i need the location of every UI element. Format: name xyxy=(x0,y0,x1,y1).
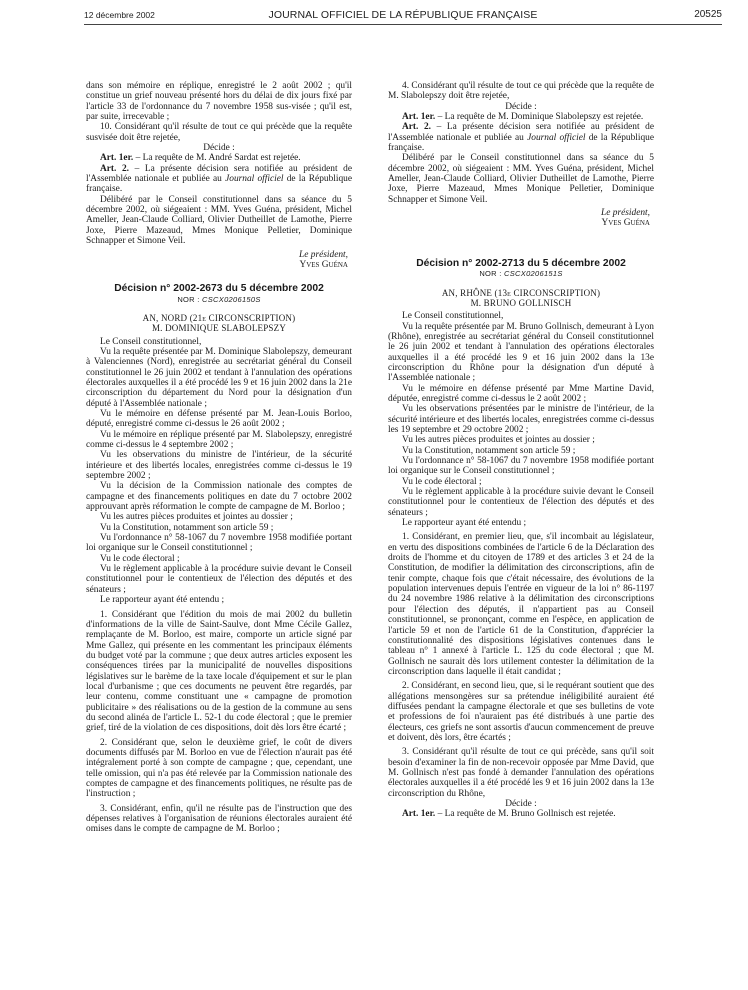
nor-label: NOR : xyxy=(479,269,505,279)
nor-code: CSCX0206151S xyxy=(504,269,563,279)
page-header xyxy=(84,6,722,25)
article-1-text: – La requête de M. Dominique Slabolepszy est rejetée. xyxy=(435,112,644,123)
paragraph: Vu le code électoral ; xyxy=(402,476,482,487)
paragraph: Vu les autres pièces produites et jointes au dossier ; xyxy=(100,512,293,523)
nor-reference xyxy=(86,295,352,305)
paragraph: Le rapporteur ayant été entendu ; xyxy=(402,518,527,529)
considerant-2: 2. Considérant que, selon le deuxième grief, le coût de divers documents diffusés par M. Borloo en vue de l'élection n'aurait pas été intégralement porté à son compte de campagne ; que, cependant, une telle omission, qui n'a pas été relevée par la Commission nationale des comptes de campagne et des financements politiques, ne résulte pas de l'instruction ; xyxy=(86,737,352,800)
constituency-line: AN, RHÔNE (13e CIRCONSCRIPTION) xyxy=(441,287,601,298)
paragraph: Vu le règlement applicable à la procédure suivie devant le Conseil constitutionnel pour le contentieux de l'élection des députés et des sénateurs ; xyxy=(86,564,352,595)
article-2 xyxy=(388,122,654,153)
deliberation: Délibéré par le Conseil constitutionnel dans sa séance du 5 décembre 2002, où siégeaient : MM. Yves Guéna, président, Michel Ameller, Jean-Claude Colliard, Olivier Dutheillet de Lamothe, Pierre Joxe, Pierre Mazeaud, Mmes Monique Pelletier, Dominique Schnapper et Simone Veil. xyxy=(388,153,654,205)
paragraph: Vu les autres pièces produites et jointes au dossier ; xyxy=(402,435,595,446)
paragraph: Vu l'ordonnance n° 58-1067 du 7 novembre 1958 modifiée portant loi organique sur le Conseil constitutionnel ; xyxy=(86,533,352,554)
paragraph: Vu la requête présentée par M. Dominique Slabolepszy, demeurant à Valenciennes (Nord), enregistrée au secrétariat général du Conseil constitutionnel le 26 juin 2002 et tendant à l'annulation des opérations électorales auxquelles il a été procédé les 9 et 16 juin 2002 dans la 21e circonscription du département du Nord pour la désignation d'un député à l'Assemblée nationale ; xyxy=(86,346,352,409)
paragraph: Le Conseil constitutionnel, xyxy=(402,311,504,322)
decide-heading: Décide : xyxy=(203,143,235,154)
considerant-4: 4. Considérant qu'il résulte de tout ce qui précède que la requête de M. Slabolepszy doit être rejetée, xyxy=(388,81,654,102)
header-journal-title: JOURNAL OFFICIEL DE LA RÉPUBLIQUE FRANÇAISE xyxy=(268,9,538,21)
person-line: M. DOMINIQUE SLABOLEPSZY xyxy=(151,323,287,334)
paragraph: Vu le mémoire en réplique présenté par M. Slabolepszy, enregistré comme ci-dessus le 4 septembre 2002 ; xyxy=(86,429,352,450)
article-1-label: Art. 1er. xyxy=(402,112,436,123)
deliberation: Délibéré par le Conseil constitutionnel dans sa séance du 5 décembre 2002, où siégeaient : MM. Yves Guéna, président, Michel Ameller, Jean-Claude Colliard, Olivier Dutheillet de Lamothe, Pierre Joxe, Pierre Mazeaud, Mmes Monique Pelletier, Dominique Schnapper et Simone Veil. xyxy=(86,194,352,247)
signature-name: Yves Guéna xyxy=(601,218,650,229)
article-1-label: Art. 1er. xyxy=(402,809,436,820)
paragraph: Le Conseil constitutionnel, xyxy=(100,336,202,347)
signature-title: Le président, xyxy=(299,249,348,260)
right-column xyxy=(388,81,654,820)
signature-name: Yves Guéna xyxy=(299,259,348,270)
article-2-label: Art. 2. xyxy=(100,163,130,174)
nor-code: CSCX0206150S xyxy=(202,294,261,304)
article-1-text: – La requête de M. Bruno Gollnisch est rejetée. xyxy=(435,809,616,820)
considerant-3: 3. Considérant qu'il résulte de tout ce qui précède, sans qu'il soit besoin d'examiner la fin de non-recevoir opposée par Mme David, que M. Gollnisch n'est pas fondé à demander l'annulation des opérations électorales auxquelles il a été procédé les 9 et 16 juin 2002 dans la 13e circonscription du Rhône, xyxy=(388,747,654,799)
article-1-text: – La requête de M. André Sardat est rejetée. xyxy=(133,153,301,164)
article-2-text: – La présente décision sera notifiée au président de l'Assemblée nationale et publiée au xyxy=(86,163,353,185)
article-1 xyxy=(388,112,654,122)
article-2-tail: de la République française. xyxy=(86,174,353,195)
continued-paragraph: dans son mémoire en réplique, enregistré le 2 août 2002 ; qu'il constitue un grief nouveau présenté hors du délai de dix jours fixé par l'article 33 de l'ordonnance du 7 novembre 1958 sus-visée ; qu'il est, par suite, irrecevable ; xyxy=(86,81,352,123)
paragraph: Vu la Constitution, notamment son article 59 ; xyxy=(402,445,576,456)
article-2-tail: de la République française. xyxy=(388,132,655,154)
article-2 xyxy=(86,164,352,195)
article-2-text: – La présente décision sera notifiée au président de l'Assemblée nationale et publiée au xyxy=(388,122,655,143)
considerant-1: 1. Considérant, en premier lieu, que, s'il incombait au législateur, en vertu des dispositions combinées de l'article 6 de la Déclaration des droits de l'homme et du citoyen de 1789 et des articles 3 et 24 de la Constitution, de modifier la délimitation des circonscriptions, afin de tenir compte, chaque fois que c'était nécessaire, des évolutions de la population intervenues depuis l'entrée en vigueur de la loi n° 86-1197 du 24 novembre 1986 relative à la délimitation des circonscriptions pour l'élection des députés, il n'appartient pas au Conseil constitutionnel, se prononçant, comme en l'espèce, en application de l'article 59 et non de l'article 61 de la Constitution, d'apprécier la constitutionnalité des dispositions législatives contenues dans le tableau n° 1 annexé à l'article L. 125 du code électoral ; que M. Gollnisch ne saurait dès lors utilement contester la délimitation de la circonscription dans laquelle il était candidat ; xyxy=(388,532,654,677)
considerant-2: 2. Considérant, en second lieu, que, si le requérant soutient que des allégations mensongères sur sa prétendue inéligibilité auraient été diffusées pendant la campagne électorale et que ses bulletins de vote et professions de foi n'auraient pas été distribués à une partie des électeurs, ces griefs ne sont assortis d'aucun commencement de preuve et doivent, dès lors, être écartés ; xyxy=(388,681,654,743)
considerant-10: 10. Considérant qu'il résulte de tout ce qui précède que la requête susvisée doit être rejetée, xyxy=(86,122,352,143)
paragraph: Vu le code électoral ; xyxy=(100,553,180,564)
nor-reference xyxy=(388,269,654,279)
left-column xyxy=(86,81,352,835)
paragraph: Vu le mémoire en défense présenté par Mme Martine David, députée, enregistré comme ci-dessus le 2 août 2002 ; xyxy=(388,383,654,404)
paragraph: Le rapporteur ayant été entendu ; xyxy=(100,595,225,606)
paragraph: Vu la décision de la Commission nationale des comptes de campagne et des financements politiques en date du 7 octobre 2002 approuvant après réformation le compte de campagne de M. Borloo ; xyxy=(86,481,352,513)
constituency-line: AN, NORD (21e CIRCONSCRIPTION) xyxy=(142,312,296,323)
paragraph: Vu le règlement applicable à la procédure suivie devant le Conseil constitutionnel pour le contentieux de l'élection des députés et des sénateurs ; xyxy=(388,487,654,518)
nor-label: NOR : xyxy=(177,294,203,304)
considerant-3: 3. Considérant, enfin, qu'il ne résulte pas de l'instruction que des dépenses relatives à l'organisation de réunions électorales auraient été omises dans le compte de campagne de M. Borloo ; xyxy=(86,803,352,835)
paragraph: Vu la Constitution, notamment son article 59 ; xyxy=(100,522,274,533)
paragraph: Vu les observations présentées par le ministre de l'intérieur, de la sécurité intérieure et des libertés locales, enregistrées comme ci-dessus les 19 septembre et 29 octobre 2002 ; xyxy=(388,404,654,435)
decide-heading: Décide : xyxy=(505,101,537,112)
paragraph: Vu l'ordonnance n° 58-1067 du 7 novembre 1958 modifiée portant loi organique sur le Conseil constitutionnel ; xyxy=(388,456,654,477)
journal-officiel-ref: Journal officiel xyxy=(225,174,284,185)
decision-title: Décision n° 2002-2673 du 5 décembre 2002 xyxy=(114,283,324,295)
decision-title: Décision n° 2002-2713 du 5 décembre 2002 xyxy=(416,257,626,269)
article-2-label: Art. 2. xyxy=(402,122,432,133)
paragraph: Vu la requête présentée par M. Bruno Gollnisch, demeurant à Lyon (Rhône), enregistrée au secrétariat général du Conseil constitutionnel le 26 juin 2002 et tendant à l'annulation des opérations électorales auxquelles il a été procédé les 9 et 16 juin 2002 dans la 13e circonscription du Rhône pour la désignation d'un député à l'Assemblée nationale ; xyxy=(388,321,654,384)
signature-title: Le président, xyxy=(601,208,650,219)
header-page-number: 20525 xyxy=(694,9,722,20)
article-1-label: Art. 1er. xyxy=(100,153,134,164)
header-date: 12 décembre 2002 xyxy=(84,10,155,20)
paragraph: Vu le mémoire en défense présenté par M. Jean-Louis Borloo, député, enregistré comme ci-dessus le 26 août 2002 ; xyxy=(86,408,352,430)
person-line: M. BRUNO GOLLNISCH xyxy=(470,297,572,308)
decide-heading-2: Décide : xyxy=(505,799,537,809)
journal-officiel-ref: Journal officiel xyxy=(527,132,586,143)
considerant-1: 1. Considérant que l'édition du mois de mai 2002 du bulletin d'informations de la ville de Saint-Saulve, dont Mme Cécile Gallez, remplaçante de M. Borloo, est maire, comporte un article signé par Mme Gallez, qui présente en les commentant les principaux éléments du budget voté par la commune ; que deux autres articles exposent les conséquences tirées par la municipalité de nouvelles dispositions législatives sur le barème de la taxe locale d'équipement et sur le plan local d'urbanisme ; que ces documents ne peuvent être regardés, par leur contenu, comme constituant une « campagne de promotion publicitaire » des réalisations ou de la gestion de la commune au sens du second alinéa de l'article L. 52-1 du code électoral ; que le premier grief, tiré de la violation de ces dispositions, doit dès lors être écarté ; xyxy=(86,609,352,734)
article-1 xyxy=(86,153,352,163)
article-1-second xyxy=(388,809,654,819)
paragraph: Vu les observations du ministre de l'intérieur, de la sécurité intérieure et des libertés locales, enregistrées comme ci-dessus le 19 septembre 2002 ; xyxy=(86,450,352,482)
